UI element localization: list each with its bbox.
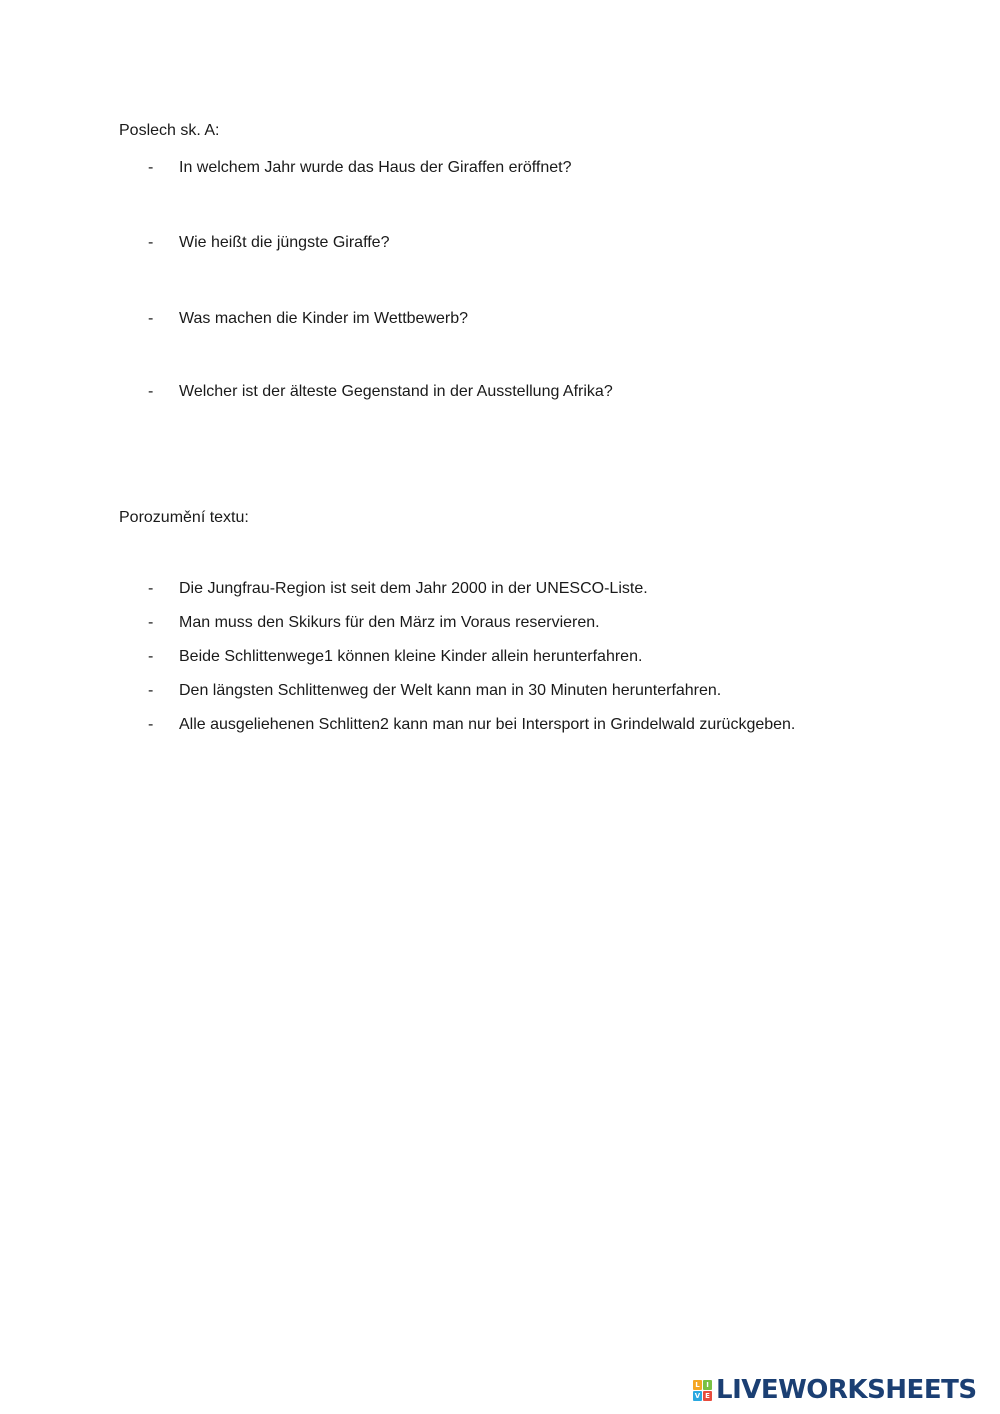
list-item (148, 233, 389, 253)
list-item (148, 715, 795, 735)
list-item (148, 309, 468, 329)
bullet-dash: - (148, 383, 154, 400)
logo-letter: V (694, 1391, 701, 1400)
list-item (148, 647, 642, 667)
bullet-dash: - (148, 648, 154, 665)
list-item (148, 613, 600, 633)
question-text: Wie heißt die jüngste Giraffe? (179, 234, 390, 251)
list-item (148, 158, 572, 178)
statement-text: Die Jungfrau-Region ist seit dem Jahr 2000 in der UNESCO-Liste. (179, 580, 648, 597)
logo-letter: E (703, 1391, 712, 1401)
bullet-dash: - (148, 716, 154, 733)
logo-wordmark: LIVEWORKSHEETS (716, 1375, 977, 1405)
section-heading-reading: Porozumění textu: (119, 509, 249, 526)
logo-letter: I (703, 1380, 712, 1390)
logo-mark-icon (693, 1380, 712, 1401)
bullet-dash: - (148, 614, 154, 631)
list-item (148, 579, 648, 599)
question-text: Was machen die Kinder im Wettbewerb? (179, 310, 469, 327)
section-heading-listening: Poslech sk. A: (119, 122, 220, 139)
bullet-dash: - (148, 682, 154, 699)
list-item (148, 681, 721, 701)
question-text: In welchem Jahr wurde das Haus der Giraffen eröffnet? (179, 159, 572, 176)
liveworksheets-logo (693, 1377, 977, 1403)
list-item (148, 382, 613, 402)
bullet-dash: - (148, 580, 154, 597)
bullet-dash: - (148, 234, 154, 251)
statement-text: Man muss den Skikurs für den März im Voraus reservieren. (179, 614, 600, 631)
logo-letter: L (693, 1380, 702, 1390)
statement-text: Alle ausgeliehenen Schlitten2 kann man nur bei Intersport in Grindelwald zurückgeben. (179, 716, 796, 733)
statement-text: Den längsten Schlittenweg der Welt kann man in 30 Minuten herunterfahren. (179, 682, 722, 699)
question-text: Welcher ist der älteste Gegenstand in der Ausstellung Afrika? (179, 383, 613, 400)
statement-text: Beide Schlittenwege1 können kleine Kinder allein herunterfahren. (179, 648, 643, 665)
bullet-dash: - (148, 159, 154, 176)
bullet-dash: - (148, 310, 154, 327)
